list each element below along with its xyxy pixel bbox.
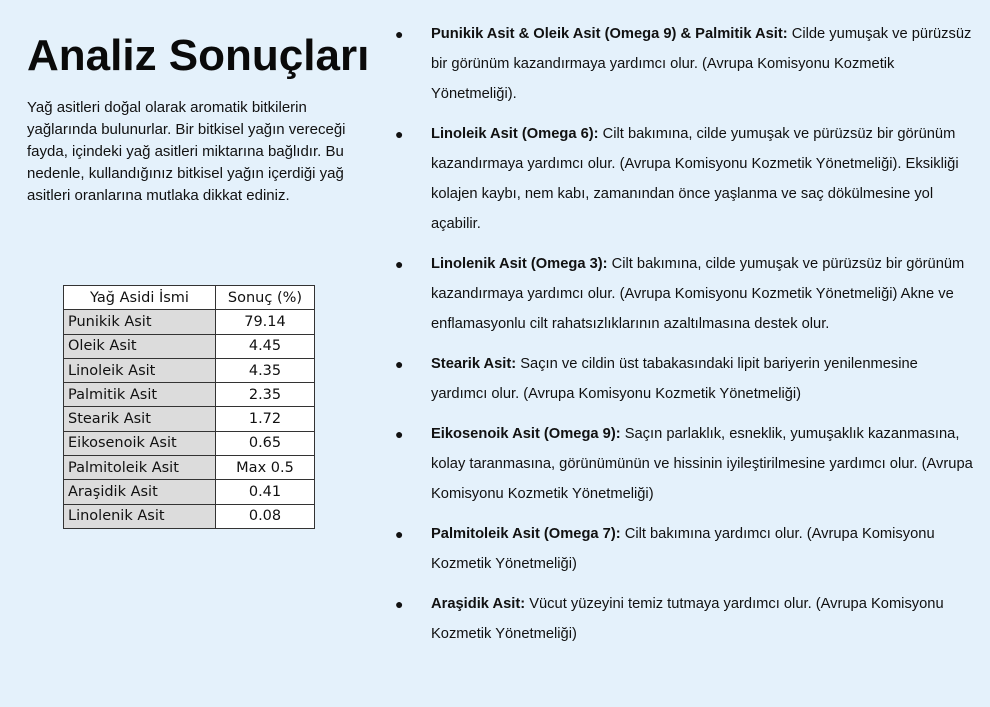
acid-name-cell: Linolenik Asit [64, 504, 216, 528]
bullet-icon: ● [395, 356, 404, 372]
acid-value-cell: 2.35 [216, 383, 315, 407]
acid-description: Cilt bakımına yardımcı olur. (Avrupa Komisyonu Kozmetik Yönetmeliği) [431, 526, 935, 572]
acid-value-cell: 4.35 [216, 358, 315, 382]
bullet-icon: ● [395, 596, 404, 612]
bullet-icon: ● [395, 126, 404, 142]
acid-value-cell: 1.72 [216, 407, 315, 431]
acid-value-cell: 0.65 [216, 431, 315, 455]
bullet-icon: ● [395, 26, 404, 42]
fatty-acid-table [63, 285, 315, 529]
acid-description: Cilde yumuşak ve pürüzsüz bir görünüm kazandırmaya yardımcı olur. (Avrupa Komisyonu Kozmetik Yönetmeliği). [431, 26, 972, 102]
table-row [64, 456, 315, 480]
list-item [392, 519, 977, 579]
acid-description: Cilt bakımına, cilde yumuşak ve pürüzsüz bir görünüm kazandırmaya yardımcı olur. (Avrupa Komisyonu Kozmetik Yönetmeliği). Eksikliği kolajen kaybı, nem kabı, zamanından önce yaşlanma ve saç dökülmesine yol açabilir. [431, 126, 959, 232]
acid-name-cell: Punikik Asit [64, 310, 216, 334]
acid-description: Cilt bakımına, cilde yumuşak ve pürüzsüz bir görünüm kazandırmaya yardımcı olur. (Avrupa Komisyonu Kozmetik Yönetmeliği) Akne ve enflamasyonlu cilt rahatsızlıklarının azaltılmasına destek olur. [431, 256, 965, 332]
acid-term: Eikosenoik Asit (Omega 9): [431, 426, 621, 442]
table-row [64, 504, 315, 528]
table-header-row [64, 286, 315, 310]
benefits-list [392, 19, 977, 659]
intro-paragraph: Yağ asitleri doğal olarak aromatik bitkilerin yağlarında bulunurlar. Bir bitkisel yağın vereceği fayda, içindeki yağ asitleri miktarına bağlıdır. Bu nedenle, kullandığınız bitkisel yağın içerdiği yağ asitleri oranlarına mutlaka dikkat ediniz. [27, 99, 346, 204]
acid-term: Punikik Asit & Oleik Asit (Omega 9) & Palmitik Asit: [431, 26, 788, 42]
table-row [64, 334, 315, 358]
page-title: Analiz Sonuçları [27, 31, 370, 80]
acid-term: Palmitoleik Asit (Omega 7): [431, 526, 621, 542]
acid-name-cell: Oleik Asit [64, 334, 216, 358]
left-column [27, 28, 372, 207]
table-row [64, 310, 315, 334]
bullet-icon: ● [395, 526, 404, 542]
acid-value-cell: Max 0.5 [216, 456, 315, 480]
acid-name-cell: Palmitik Asit [64, 383, 216, 407]
acid-name-cell: Araşidik Asit [64, 480, 216, 504]
acid-name-cell: Eikosenoik Asit [64, 431, 216, 455]
table-row [64, 407, 315, 431]
acid-value-cell: 0.08 [216, 504, 315, 528]
bullet-icon: ● [395, 426, 404, 442]
acid-term: Araşidik Asit: [431, 596, 526, 612]
list-item [392, 349, 977, 409]
acid-name-cell: Palmitoleik Asit [64, 456, 216, 480]
bullet-icon: ● [395, 256, 404, 272]
list-item [392, 249, 977, 339]
list-item [392, 589, 977, 649]
acid-value-cell: 4.45 [216, 334, 315, 358]
list-item [392, 419, 977, 509]
acid-value-cell: 79.14 [216, 310, 315, 334]
acid-value-cell: 0.41 [216, 480, 315, 504]
acid-name-cell: Stearik Asit [64, 407, 216, 431]
acid-term: Stearik Asit: [431, 356, 517, 372]
table-row [64, 480, 315, 504]
table-row [64, 383, 315, 407]
acid-description: Saçın ve cildin üst tabakasındaki lipit bariyerin yenilenmesine yardımcı olur. (Avrupa Komisyonu Kozmetik Yönetmeliği) [431, 356, 918, 402]
column-header-result: Sonuç (%) [216, 286, 315, 310]
list-item [392, 19, 977, 109]
table-row [64, 358, 315, 382]
column-header-name: Yağ Asidi İsmi [64, 286, 216, 310]
acid-description: Vücut yüzeyini temiz tutmaya yardımcı olur. (Avrupa Komisyonu Kozmetik Yönetmeliği) [431, 596, 944, 642]
acid-term: Linoleik Asit (Omega 6): [431, 126, 599, 142]
table-row [64, 431, 315, 455]
acid-description: Saçın parlaklık, esneklik, yumuşaklık kazanmasına, kolay taranmasına, görünümünün ve hissinin iyileştirilmesine yardımcı olur. (Avrupa Komisyonu Kozmetik Yönetmeliği) [431, 426, 973, 502]
acid-name-cell: Linoleik Asit [64, 358, 216, 382]
list-item [392, 119, 977, 239]
acid-term: Linolenik Asit (Omega 3): [431, 256, 608, 272]
